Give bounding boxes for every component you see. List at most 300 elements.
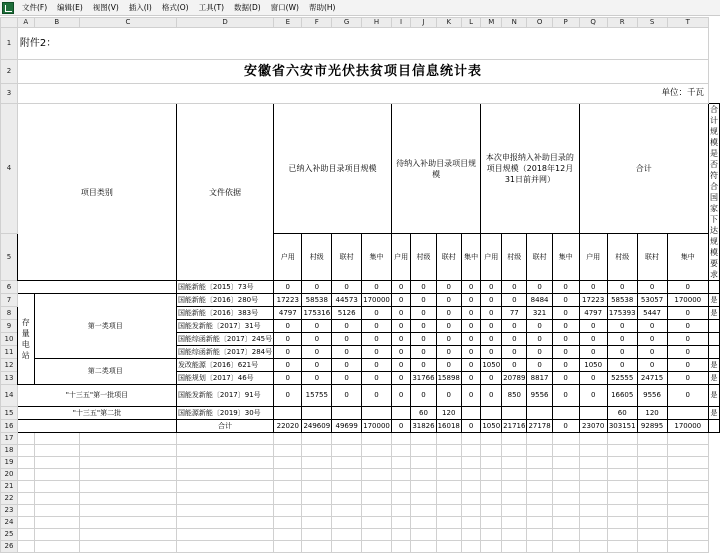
value-cell[interactable]: 1050 xyxy=(481,359,502,372)
value-cell[interactable]: 23070 xyxy=(579,420,607,433)
empty-cell[interactable] xyxy=(274,445,302,457)
empty-cell[interactable] xyxy=(461,493,480,505)
empty-cell[interactable] xyxy=(502,457,527,469)
value-cell[interactable]: 0 xyxy=(461,372,480,385)
empty-cell[interactable] xyxy=(527,529,552,541)
value-cell[interactable]: 0 xyxy=(481,333,502,346)
note-cell[interactable]: 是 xyxy=(709,307,720,320)
empty-cell[interactable] xyxy=(607,469,637,481)
empty-cell[interactable] xyxy=(34,457,79,469)
empty-cell[interactable] xyxy=(362,529,392,541)
value-cell[interactable]: 0 xyxy=(607,359,637,372)
empty-cell[interactable] xyxy=(34,433,79,445)
value-cell[interactable]: 0 xyxy=(481,320,502,333)
value-cell[interactable]: 0 xyxy=(552,346,579,359)
empty-cell[interactable] xyxy=(637,433,667,445)
value-cell[interactable]: 303151 xyxy=(607,420,637,433)
empty-cell[interactable] xyxy=(502,505,527,517)
empty-cell[interactable] xyxy=(391,517,410,529)
value-cell[interactable]: 16605 xyxy=(607,385,637,407)
column-header[interactable]: T xyxy=(667,18,708,28)
empty-cell[interactable] xyxy=(579,469,607,481)
empty-cell[interactable] xyxy=(34,469,79,481)
empty-cell[interactable] xyxy=(332,457,362,469)
empty-cell[interactable] xyxy=(667,517,708,529)
value-cell[interactable]: 0 xyxy=(391,385,410,407)
empty-cell[interactable] xyxy=(552,457,579,469)
value-cell[interactable]: 0 xyxy=(667,372,708,385)
value-cell[interactable]: 0 xyxy=(332,320,362,333)
value-cell[interactable]: 120 xyxy=(436,407,461,420)
menu-insert[interactable]: 插入(I) xyxy=(128,2,152,12)
note-cell[interactable] xyxy=(709,320,720,333)
value-cell[interactable]: 20789 xyxy=(502,372,527,385)
value-cell[interactable]: 0 xyxy=(461,346,480,359)
value-cell[interactable]: 0 xyxy=(637,333,667,346)
value-cell[interactable] xyxy=(481,407,502,420)
value-cell[interactable]: 0 xyxy=(436,320,461,333)
value-cell[interactable]: 21716 xyxy=(502,420,527,433)
empty-cell[interactable] xyxy=(527,433,552,445)
empty-cell[interactable] xyxy=(607,529,637,541)
column-header[interactable]: C xyxy=(79,18,176,28)
value-cell[interactable]: 0 xyxy=(411,333,436,346)
empty-cell[interactable] xyxy=(637,469,667,481)
value-cell[interactable]: 5126 xyxy=(332,307,362,320)
empty-cell[interactable] xyxy=(274,469,302,481)
row-header[interactable]: 7 xyxy=(1,294,18,307)
value-cell[interactable]: 0 xyxy=(667,281,708,294)
value-cell[interactable]: 15755 xyxy=(302,385,332,407)
empty-cell[interactable] xyxy=(502,493,527,505)
value-cell[interactable]: 175393 xyxy=(607,307,637,320)
empty-cell[interactable] xyxy=(176,493,273,505)
value-cell[interactable]: 0 xyxy=(332,346,362,359)
empty-cell[interactable] xyxy=(17,469,34,481)
empty-cell[interactable] xyxy=(579,493,607,505)
stock-station-label[interactable]: 存量电站 xyxy=(17,294,34,385)
empty-cell[interactable] xyxy=(411,469,436,481)
empty-cell[interactable] xyxy=(176,529,273,541)
empty-cell[interactable] xyxy=(579,445,607,457)
value-cell[interactable] xyxy=(579,407,607,420)
empty-cell[interactable] xyxy=(607,433,637,445)
row-header[interactable]: 10 xyxy=(1,333,18,346)
sub-header[interactable]: 联村 xyxy=(527,234,552,281)
empty-cell[interactable] xyxy=(411,433,436,445)
empty-cell[interactable] xyxy=(391,433,410,445)
value-cell[interactable]: 0 xyxy=(552,333,579,346)
empty-cell[interactable] xyxy=(667,469,708,481)
value-cell[interactable]: 0 xyxy=(579,281,607,294)
value-cell[interactable]: 0 xyxy=(332,281,362,294)
sub-header[interactable]: 村级 xyxy=(607,234,637,281)
empty-cell[interactable] xyxy=(391,445,410,457)
value-cell[interactable]: 31766 xyxy=(411,372,436,385)
row-header[interactable]: 18 xyxy=(1,445,18,457)
empty-cell[interactable] xyxy=(607,505,637,517)
empty-cell[interactable] xyxy=(527,469,552,481)
value-cell[interactable]: 8817 xyxy=(527,372,552,385)
menu-help[interactable]: 帮助(H) xyxy=(308,2,336,12)
value-cell[interactable]: 0 xyxy=(362,307,392,320)
value-cell[interactable]: 0 xyxy=(302,359,332,372)
note-cell[interactable]: 是 xyxy=(709,294,720,307)
value-cell[interactable] xyxy=(502,407,527,420)
value-cell[interactable]: 15898 xyxy=(436,372,461,385)
empty-cell[interactable] xyxy=(411,457,436,469)
value-cell[interactable]: 0 xyxy=(362,346,392,359)
value-cell[interactable]: 0 xyxy=(411,320,436,333)
empty-cell[interactable] xyxy=(79,457,176,469)
empty-cell[interactable] xyxy=(436,493,461,505)
empty-cell[interactable] xyxy=(607,481,637,493)
value-cell[interactable]: 0 xyxy=(274,320,302,333)
value-cell[interactable]: 170000 xyxy=(362,420,392,433)
column-header[interactable]: J xyxy=(411,18,436,28)
empty-cell[interactable] xyxy=(552,481,579,493)
value-cell[interactable]: 0 xyxy=(391,281,410,294)
row-header[interactable]: 8 xyxy=(1,307,18,320)
total-header[interactable]: 合计 xyxy=(579,104,708,234)
empty-cell[interactable] xyxy=(79,481,176,493)
spreadsheet-grid[interactable] xyxy=(0,17,720,550)
empty-cell[interactable] xyxy=(332,517,362,529)
empty-cell[interactable] xyxy=(391,493,410,505)
value-cell[interactable] xyxy=(332,407,362,420)
value-cell[interactable]: 17223 xyxy=(579,294,607,307)
value-cell[interactable]: 0 xyxy=(411,307,436,320)
basis-cell[interactable]: 国能新能〔2016〕280号 xyxy=(176,294,273,307)
row-header[interactable]: 15 xyxy=(1,407,18,420)
column-header[interactable]: P xyxy=(552,18,579,28)
empty-cell[interactable] xyxy=(637,505,667,517)
empty-cell[interactable] xyxy=(79,517,176,529)
value-cell[interactable] xyxy=(527,407,552,420)
empty-cell[interactable] xyxy=(34,505,79,517)
value-cell[interactable]: 0 xyxy=(667,346,708,359)
empty-cell[interactable] xyxy=(332,493,362,505)
basis-cell[interactable]: 国能综函新能〔2017〕284号 xyxy=(176,346,273,359)
empty-cell[interactable] xyxy=(17,541,34,553)
empty-cell[interactable] xyxy=(527,505,552,517)
row-header[interactable]: 16 xyxy=(1,420,18,433)
value-cell[interactable] xyxy=(274,407,302,420)
empty-cell[interactable] xyxy=(667,529,708,541)
empty-cell[interactable] xyxy=(79,493,176,505)
value-cell[interactable]: 0 xyxy=(579,372,607,385)
empty-cell[interactable] xyxy=(667,481,708,493)
empty-cell[interactable] xyxy=(176,517,273,529)
value-cell[interactable]: 0 xyxy=(302,372,332,385)
empty-cell[interactable] xyxy=(637,481,667,493)
menu-edit[interactable]: 编辑(E) xyxy=(57,2,83,12)
sub-header[interactable]: 村级 xyxy=(302,234,332,281)
value-cell[interactable]: 58538 xyxy=(302,294,332,307)
value-cell[interactable]: 17223 xyxy=(274,294,302,307)
empty-cell[interactable] xyxy=(391,529,410,541)
empty-cell[interactable] xyxy=(362,541,392,553)
column-header[interactable]: G xyxy=(332,18,362,28)
value-cell[interactable]: 0 xyxy=(527,281,552,294)
value-cell[interactable]: 0 xyxy=(362,359,392,372)
basis-cell[interactable]: 国能发新能〔2017〕31号 xyxy=(176,320,273,333)
value-cell[interactable]: 0 xyxy=(302,346,332,359)
row-header[interactable]: 5 xyxy=(1,234,18,281)
empty-cell[interactable] xyxy=(79,505,176,517)
empty-cell[interactable] xyxy=(17,445,34,457)
value-cell[interactable]: 0 xyxy=(552,307,579,320)
empty-cell[interactable] xyxy=(461,517,480,529)
column-header[interactable]: A xyxy=(17,18,34,28)
value-cell[interactable]: 0 xyxy=(411,346,436,359)
value-cell[interactable]: 0 xyxy=(637,320,667,333)
row-header[interactable]: 14 xyxy=(1,385,18,407)
empty-cell[interactable] xyxy=(17,493,34,505)
column-header[interactable]: M xyxy=(481,18,502,28)
empty-cell[interactable] xyxy=(332,433,362,445)
empty-cell[interactable] xyxy=(411,445,436,457)
value-cell[interactable]: 0 xyxy=(502,294,527,307)
empty-cell[interactable] xyxy=(436,445,461,457)
empty-cell[interactable] xyxy=(391,457,410,469)
empty-cell[interactable] xyxy=(667,445,708,457)
empty-cell[interactable] xyxy=(502,541,527,553)
value-cell[interactable]: 0 xyxy=(481,307,502,320)
empty-cell[interactable] xyxy=(362,517,392,529)
total-row-label[interactable]: 合计 xyxy=(176,420,273,433)
pending-header[interactable]: 待纳入补助目录项目规模 xyxy=(391,104,480,234)
value-cell[interactable]: 170000 xyxy=(667,294,708,307)
column-header[interactable]: I xyxy=(391,18,410,28)
value-cell[interactable]: 0 xyxy=(527,359,552,372)
empty-cell[interactable] xyxy=(527,541,552,553)
empty-cell[interactable] xyxy=(579,481,607,493)
empty-cell[interactable] xyxy=(17,433,34,445)
empty-cell[interactable] xyxy=(461,541,480,553)
column-header[interactable]: S xyxy=(637,18,667,28)
value-cell[interactable]: 0 xyxy=(461,294,480,307)
empty-cell[interactable] xyxy=(552,445,579,457)
value-cell[interactable]: 44573 xyxy=(332,294,362,307)
empty-cell[interactable] xyxy=(362,445,392,457)
empty-cell[interactable] xyxy=(502,469,527,481)
menu-file[interactable]: 文件(F) xyxy=(22,2,48,12)
empty-cell[interactable] xyxy=(302,529,332,541)
empty-cell[interactable] xyxy=(332,529,362,541)
empty-cell[interactable] xyxy=(481,457,502,469)
column-header[interactable]: L xyxy=(461,18,480,28)
attachment-label[interactable]: 附件2： xyxy=(17,28,708,60)
category-1-label[interactable]: 第一类项目 xyxy=(34,294,176,359)
value-cell[interactable]: 0 xyxy=(332,333,362,346)
empty-cell[interactable] xyxy=(552,469,579,481)
value-cell[interactable]: 0 xyxy=(579,385,607,407)
value-cell[interactable]: 5447 xyxy=(637,307,667,320)
column-header[interactable]: R xyxy=(607,18,637,28)
basis-cell[interactable]: 国能源新能〔2019〕30号 xyxy=(176,407,273,420)
empty-cell[interactable] xyxy=(274,517,302,529)
value-cell[interactable]: 0 xyxy=(274,372,302,385)
empty-cell[interactable] xyxy=(362,433,392,445)
empty-cell[interactable] xyxy=(637,493,667,505)
empty-cell[interactable] xyxy=(176,433,273,445)
column-header[interactable]: B xyxy=(34,18,79,28)
empty-cell[interactable] xyxy=(436,505,461,517)
empty-cell[interactable] xyxy=(579,529,607,541)
empty-cell[interactable] xyxy=(79,529,176,541)
value-cell[interactable]: 31826 xyxy=(411,420,436,433)
empty-cell[interactable] xyxy=(411,493,436,505)
row-header[interactable]: 9 xyxy=(1,320,18,333)
value-cell[interactable]: 0 xyxy=(481,372,502,385)
empty-cell[interactable] xyxy=(302,541,332,553)
row-header[interactable]: 13 xyxy=(1,372,18,385)
batch-1-label[interactable]: "十三五"第一批项目 xyxy=(17,385,176,407)
empty-cell[interactable] xyxy=(436,469,461,481)
value-cell[interactable]: 0 xyxy=(481,281,502,294)
value-cell[interactable]: 0 xyxy=(436,307,461,320)
note-cell[interactable] xyxy=(709,420,720,433)
value-cell[interactable]: 0 xyxy=(362,372,392,385)
column-header[interactable]: Q xyxy=(579,18,607,28)
sheet-title[interactable]: 安徽省六安市光伏扶贫项目信息统计表 xyxy=(17,60,708,84)
value-cell[interactable]: 0 xyxy=(667,307,708,320)
empty-cell[interactable] xyxy=(667,541,708,553)
value-cell[interactable]: 0 xyxy=(552,420,579,433)
included-header[interactable]: 已纳入补助目录项目规模 xyxy=(274,104,392,234)
note-cell[interactable]: 是 xyxy=(709,407,720,420)
empty-cell[interactable] xyxy=(302,433,332,445)
row-header[interactable]: 26 xyxy=(1,541,18,553)
sub-header[interactable]: 村级 xyxy=(502,234,527,281)
empty-cell[interactable] xyxy=(607,457,637,469)
empty-cell[interactable] xyxy=(411,481,436,493)
column-header[interactable]: F xyxy=(302,18,332,28)
value-cell[interactable]: 0 xyxy=(391,346,410,359)
value-cell[interactable] xyxy=(391,407,410,420)
empty-cell[interactable] xyxy=(481,433,502,445)
value-cell[interactable]: 0 xyxy=(527,333,552,346)
empty-cell[interactable] xyxy=(34,541,79,553)
value-cell[interactable]: 0 xyxy=(527,346,552,359)
row-header[interactable]: 24 xyxy=(1,517,18,529)
value-cell[interactable]: 0 xyxy=(411,385,436,407)
empty-cell[interactable] xyxy=(461,481,480,493)
row-header[interactable]: 4 xyxy=(1,104,18,234)
value-cell[interactable]: 0 xyxy=(552,359,579,372)
empty-cell[interactable] xyxy=(332,481,362,493)
empty-cell[interactable] xyxy=(17,481,34,493)
value-cell[interactable]: 0 xyxy=(502,333,527,346)
value-cell[interactable]: 0 xyxy=(391,420,410,433)
value-cell[interactable]: 16018 xyxy=(436,420,461,433)
empty-cell[interactable] xyxy=(34,481,79,493)
value-cell[interactable]: 0 xyxy=(362,385,392,407)
value-cell[interactable] xyxy=(362,407,392,420)
empty-cell[interactable] xyxy=(274,433,302,445)
empty-cell[interactable] xyxy=(436,541,461,553)
value-cell[interactable]: 0 xyxy=(391,333,410,346)
value-cell[interactable]: 0 xyxy=(527,320,552,333)
value-cell[interactable]: 0 xyxy=(302,320,332,333)
value-cell[interactable]: 0 xyxy=(607,346,637,359)
empty-cell[interactable] xyxy=(17,517,34,529)
value-cell[interactable]: 8484 xyxy=(527,294,552,307)
value-cell[interactable] xyxy=(461,407,480,420)
value-cell[interactable]: 0 xyxy=(607,333,637,346)
empty-cell[interactable] xyxy=(436,481,461,493)
value-cell[interactable]: 0 xyxy=(552,385,579,407)
empty-cell[interactable] xyxy=(436,433,461,445)
value-cell[interactable]: 0 xyxy=(391,359,410,372)
value-cell[interactable]: 0 xyxy=(391,372,410,385)
empty-cell[interactable] xyxy=(607,445,637,457)
empty-cell[interactable] xyxy=(607,541,637,553)
value-cell[interactable]: 9556 xyxy=(527,385,552,407)
row-header[interactable]: 22 xyxy=(1,493,18,505)
empty-cell[interactable] xyxy=(332,445,362,457)
value-cell[interactable]: 0 xyxy=(436,346,461,359)
empty-cell[interactable] xyxy=(34,493,79,505)
empty-cell[interactable] xyxy=(34,517,79,529)
empty-cell[interactable] xyxy=(552,493,579,505)
row-header[interactable]: 11 xyxy=(1,346,18,359)
menu-window[interactable]: 窗口(W) xyxy=(270,2,299,12)
empty-cell[interactable] xyxy=(552,433,579,445)
empty-cell[interactable] xyxy=(481,469,502,481)
empty-cell[interactable] xyxy=(436,517,461,529)
value-cell[interactable]: 0 xyxy=(436,333,461,346)
column-header[interactable]: N xyxy=(502,18,527,28)
value-cell[interactable]: 0 xyxy=(391,294,410,307)
menu-view[interactable]: 视图(V) xyxy=(92,2,119,12)
empty-cell[interactable] xyxy=(17,457,34,469)
value-cell[interactable]: 0 xyxy=(667,359,708,372)
empty-cell[interactable] xyxy=(176,505,273,517)
empty-cell[interactable] xyxy=(461,529,480,541)
empty-cell[interactable] xyxy=(411,517,436,529)
value-cell[interactable]: 249609 xyxy=(302,420,332,433)
empty-cell[interactable] xyxy=(274,481,302,493)
empty-cell[interactable] xyxy=(481,505,502,517)
empty-cell[interactable] xyxy=(274,529,302,541)
value-cell[interactable]: 0 xyxy=(461,385,480,407)
value-cell[interactable]: 0 xyxy=(579,333,607,346)
note-cell[interactable] xyxy=(709,281,720,294)
row-header[interactable]: 17 xyxy=(1,433,18,445)
value-cell[interactable]: 0 xyxy=(436,359,461,372)
value-cell[interactable]: 0 xyxy=(302,281,332,294)
empty-cell[interactable] xyxy=(274,457,302,469)
empty-cell[interactable] xyxy=(667,493,708,505)
row-header[interactable]: 12 xyxy=(1,359,18,372)
row-header[interactable]: 21 xyxy=(1,481,18,493)
menu-data[interactable]: 数据(D) xyxy=(234,2,261,12)
row-header[interactable]: 19 xyxy=(1,457,18,469)
value-cell[interactable]: 0 xyxy=(436,294,461,307)
empty-cell[interactable] xyxy=(481,541,502,553)
value-cell[interactable]: 0 xyxy=(481,346,502,359)
value-cell[interactable]: 0 xyxy=(332,359,362,372)
row-header[interactable]: 20 xyxy=(1,469,18,481)
empty-cell[interactable] xyxy=(607,517,637,529)
basis-cell[interactable]: 国能发新能〔2017〕91号 xyxy=(176,385,273,407)
value-cell[interactable]: 0 xyxy=(607,281,637,294)
empty-cell[interactable] xyxy=(637,529,667,541)
empty-cell[interactable] xyxy=(362,457,392,469)
empty-cell[interactable] xyxy=(176,445,273,457)
